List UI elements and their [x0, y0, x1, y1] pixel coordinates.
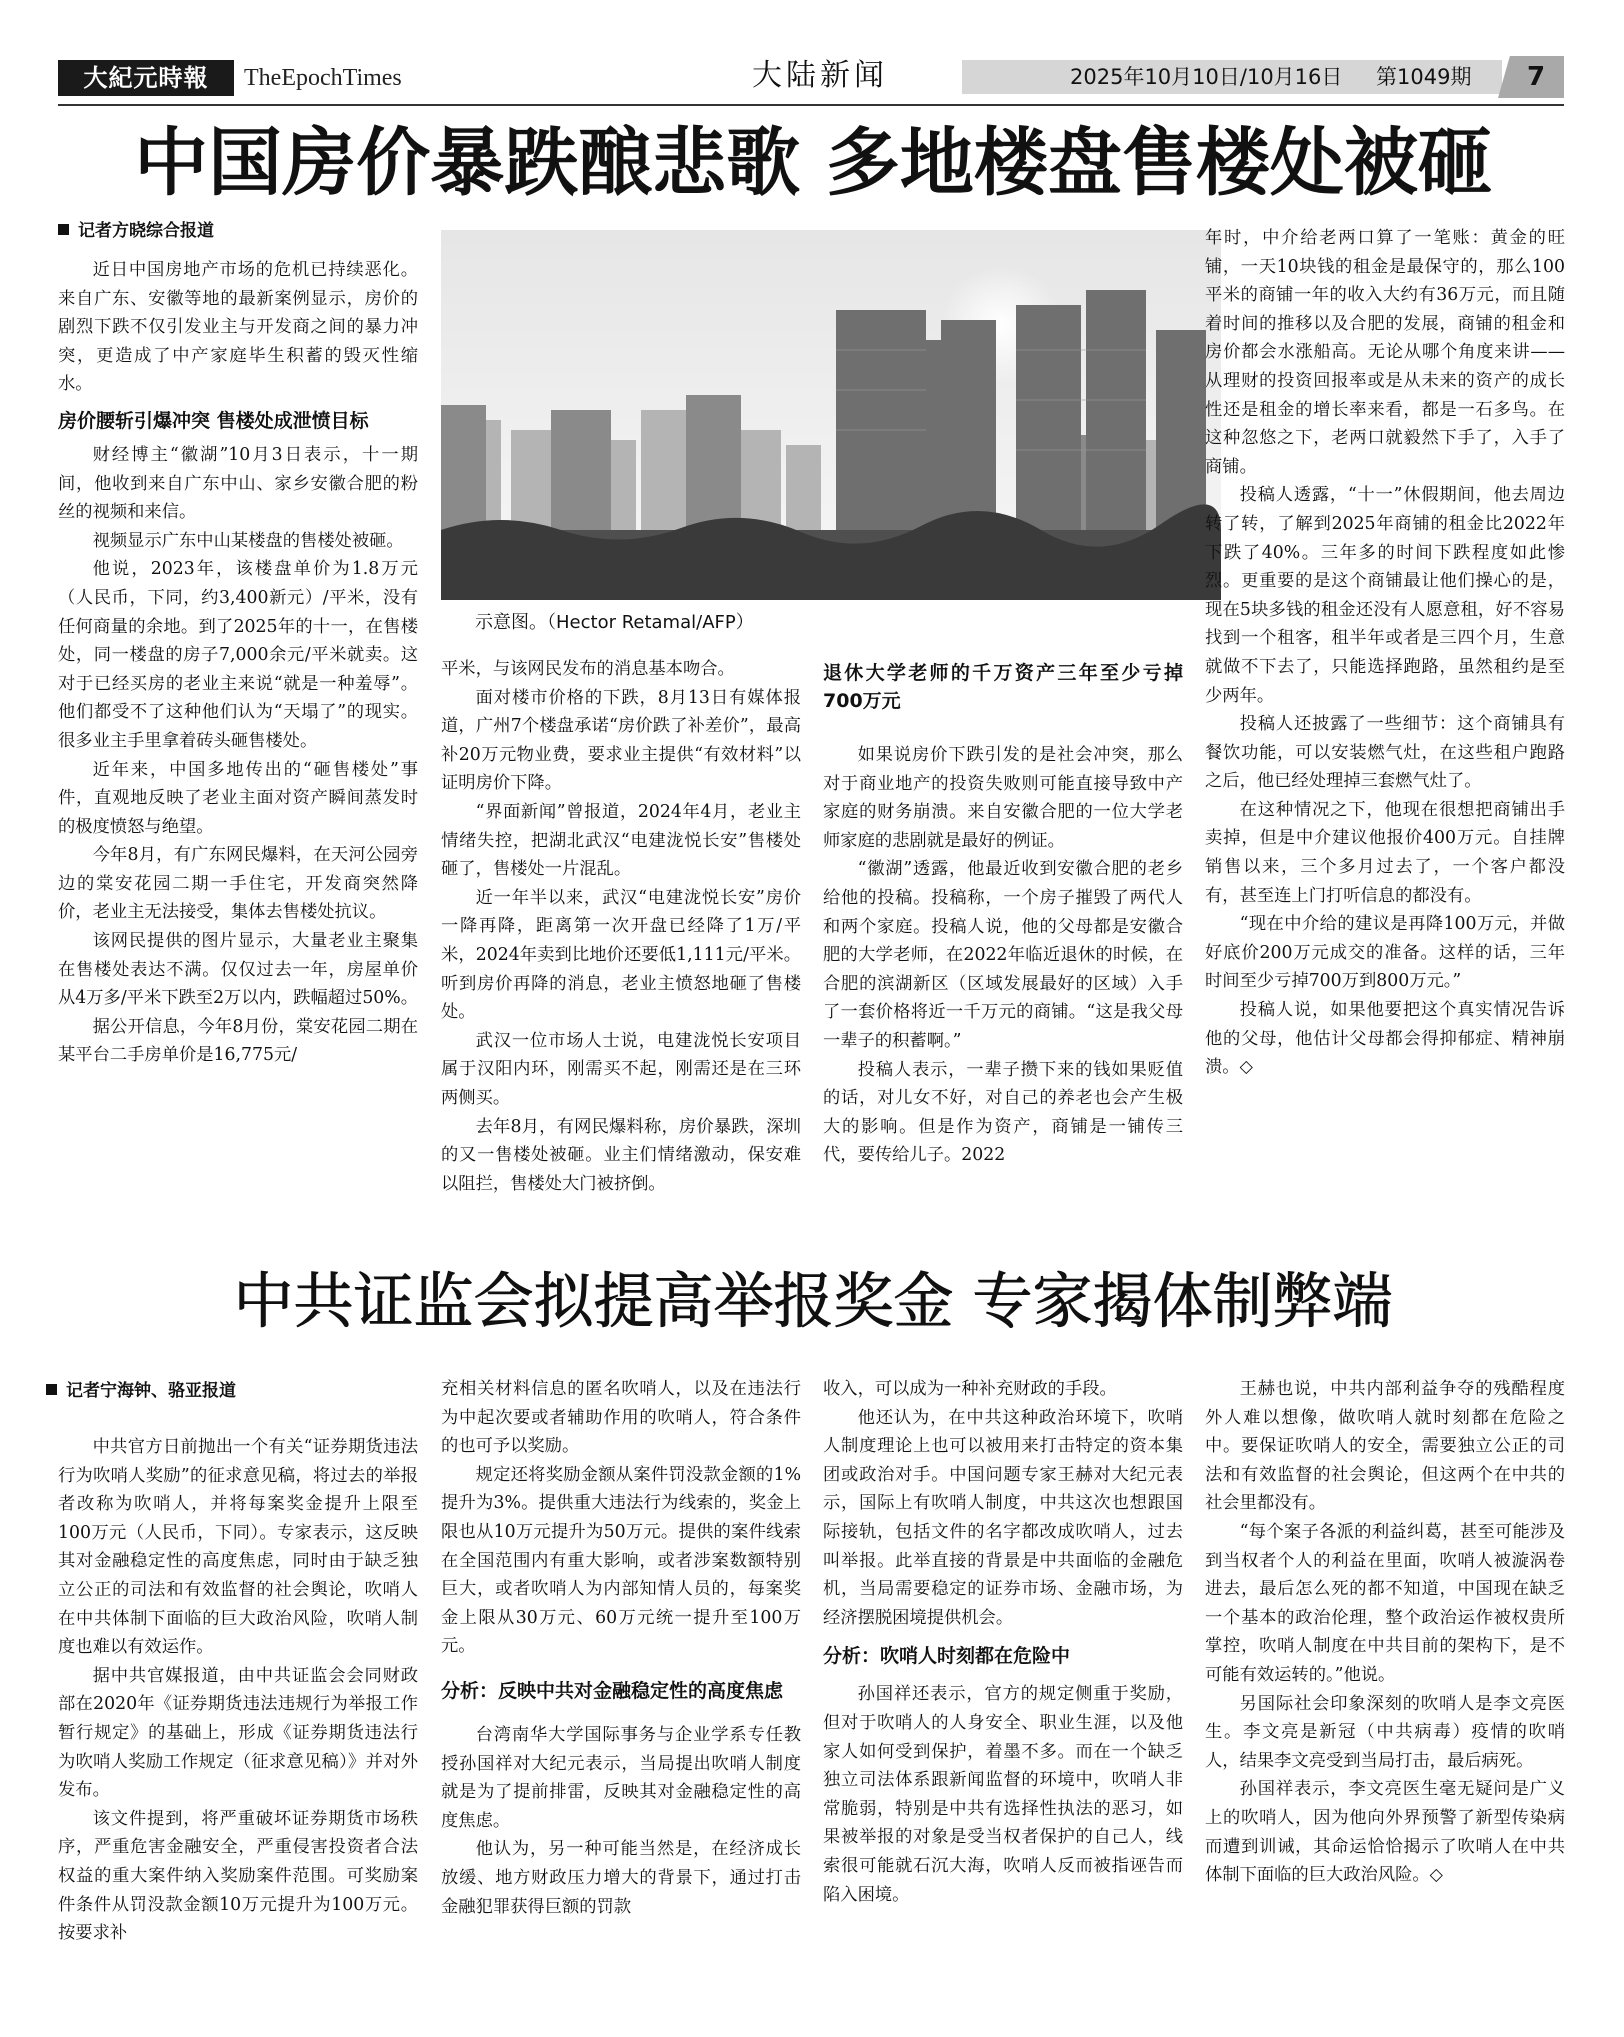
paragraph: 平米，与该网民发布的消息基本吻合。	[441, 659, 735, 679]
paragraph: 今年8月，有广东网民爆料，在天河公园旁边的棠安花园二期一手住宅，开发商突然降价，老业主无法接受，集体去售楼处抗议。	[58, 845, 418, 923]
paragraph: 该网民提供的图片显示，大量老业主聚集在售楼处表达不满。仅仅过去一年，房屋单价从4万多/平米下跌至2万以内，跌幅超过50%。	[58, 931, 419, 1009]
page-number: 7	[1526, 62, 1546, 92]
article2-subhead-2: 分析：吹哨人时刻都在危险中	[823, 1645, 1071, 1668]
article1-subhead-1: 房价腰斩引爆冲突 售楼处成泄愤目标	[58, 409, 369, 432]
article2-column-2	[441, 1375, 801, 1921]
photo-caption: 示意图。（Hector Retamal/AFP）	[475, 612, 754, 633]
article2-column-1	[58, 1433, 418, 1948]
article1-headline: 中国房价暴跌酿悲歌 多地楼盘售楼处被砸	[134, 120, 1492, 206]
paragraph: 他还认为，在中共这种政治环境下，吹哨人制度理论上也可以被用来打击特定的资本集团或政治对手。中国问题专家王赫对大纪元表示，国际上有吹哨人制度，中共这次也想跟国际接轨，包括文件的名字都改成吹哨人，过去叫举报。此举直接的背景是中共面临的金融危机，当局需要稳定的证券市场、金融市场，为经济摆脱困境提供机会。	[823, 1407, 1183, 1628]
paragraph: 孙国祥表示，李文亮医生毫无疑问是广义上的吹哨人，因为他向外界预警了新型传染病而遭到训诫，其命运恰恰揭示了吹哨人在中共体制下面临的巨大政治风险。◇	[1205, 1779, 1565, 1886]
paragraph: 近日中国房地产市场的危机已持续恶化。来自广东、安徽等地的最新案例显示，房价的剧烈下跌不仅引发业主与开发商之间的暴力冲突，更造成了中产家庭毕生积蓄的毁灭性缩水。	[58, 260, 418, 395]
article1-column-2	[441, 655, 801, 1198]
paragraph: 投稿人表示，一辈子攒下来的钱如果贬值的话，对儿女不好，对自己的养老也会产生极大的影响。但是作为资产，商铺是一铺传三代，要传给儿子。2022	[823, 1059, 1183, 1166]
paragraph: 中共官方日前抛出一个有关“证券期货违法行为吹哨人奖励”的征求意见稿，将过去的举报者改称为吹哨人，并将每案奖金提升上限至100万元（人民币，下同）。专家表示，这反映其对金融稳定性的高度焦虑，同时由于缺乏独立公正的司法和有效监督的社会舆论，吹哨人在中共体制下面临的巨大政治风险，吹哨人制度也难以有效运作。	[58, 1437, 418, 1658]
masthead-english-title: TheEpochTimes	[244, 65, 402, 91]
paragraph: 近年来，中国多地传出的“砸售楼处”事件，直观地反映了老业主面对资产瞬间蒸发时的极度愤怒与绝望。	[58, 759, 418, 837]
paragraph: 视频显示广东中山某楼盘的售楼处被砸。	[92, 530, 404, 551]
issue-number: 第1049期	[1376, 65, 1472, 89]
paragraph: 规定还将奖励金额从案件罚没款金额的1%提升为3%。提供重大违法行为线索的，奖金上限也从10万元提升为50万元。提供的案件线索在全国范围内有重大影响，或者涉案数额特别巨大，或者吹哨人为内部知情人员的，每案奖金上限从30万元、60万元统一提升至100万元。	[441, 1464, 801, 1657]
paragraph: 收入，可以成为一种补充财政的手段。	[823, 1379, 1117, 1399]
paragraph: 近一年半以来，武汉“电建泷悦长安”房价一降再降，距离第一次开盘已经降了1万/平米，2024年卖到比地价还要低1,111元/平米。听到房价再降的消息，老业主愤怒地砸了售楼处。	[441, 887, 801, 1023]
paragraph: 王赫也说，中共内部利益争夺的残酷程度外人难以想像，做吹哨人就时刻都在危险之中。要保证吹哨人的安全，需要独立公正的司法和有效监督的社会舆论，但这两个在中共的社会里都没有。	[1205, 1379, 1565, 1514]
masthead-logo: 大紀元時報	[58, 60, 234, 96]
paragraph: “界面新闻”曾报道，2024年4月，老业主情绪失控，把湖北武汉“电建泷悦长安”售楼处砸了，售楼处一片混乱。	[441, 801, 801, 880]
paragraph: 他认为，另一种可能当然是，在经济成长放缓、地方财政压力增大的背景下，通过打击金融犯罪获得巨额的罚款	[441, 1839, 801, 1917]
paragraph: 据中共官媒报道，由中共证监会会同财政部在2020年《证券期货违法违规行为举报工作暂行规定》的基础上，形成《证券期货违法行为吹哨人奖励工作规定（征求意见稿）》并对外发布。	[58, 1665, 418, 1801]
header-rule	[58, 104, 1564, 106]
paragraph: 投稿人透露，“十一”休假期间，他去周边转了转，了解到2025年商铺的租金比2022年下跌了40%。三年多的时间下跌程度如此惨烈。更重要的是这个商铺最让他们操心的是，现在5块多钱的租金还没有人愿意租，好不容易找到一个租客，租半年或者是三四个月，生意就做不下去了，只能选择跑路，虽然租约是至少两年。	[1205, 485, 1565, 706]
paragraph: “每个案子各派的利益纠葛，甚至可能涉及到当权者个人的利益在里面，吹哨人被漩涡卷进去，最后怎么死的都不知道，中国现在缺乏一个基本的政治伦理，整个政治运作被权贵所掌控，吹哨人制度在中共目前的架构下，是不可能有效运转的。”他说。	[1205, 1521, 1565, 1685]
paragraph: 财经博主“徽湖”10月3日表示，十一期间，他收到来自广东中山、家乡安徽合肥的粉丝的视频和来信。	[58, 444, 418, 523]
paragraph: “徽湖”透露，他最近收到安徽合肥的老乡给他的投稿。投稿称，一个房子摧毁了两代人和两个家庭。投稿人说，他的父母都是安徽合肥的大学老师，在2022年临近退休的时候，在合肥的滨湖新区（区域发展最好的区域）入手了一套价格将近一千万元的商铺。“这是我父母一辈子的积蓄啊。”	[823, 859, 1183, 1051]
article2-headline: 中共证监会拟提高举报奖金 专家揭体制弊端	[233, 1267, 1393, 1337]
article1-column-4	[1205, 224, 1565, 1082]
article1-column-3	[823, 655, 1183, 1170]
paragraph: 投稿人说，如果他要把这个真实情况告诉他的父母，他估计父母都会得抑郁症、精神崩溃。◇	[1205, 1000, 1565, 1078]
paragraph: 投稿人还披露了一些细节：这个商铺具有餐饮功能，可以安装燃气灶，在这些租户跑路之后，他已经处理掉三套燃气灶了。	[1205, 714, 1565, 792]
paragraph: 台湾南华大学国际事务与企业学系专任教授孙国祥对大纪元表示，当局提出吹哨人制度就是为了提前排雷，反映其对金融稳定性的高度焦虑。	[441, 1724, 801, 1831]
paragraph: “现在中介给的建议是再降100万元，并做好底价200万元成交的准备。这样的话，三年时间至少亏掉700万到800万元。”	[1205, 914, 1565, 992]
paragraph: 他说，2023年，该楼盘单价为1.8万元（人民币，下同，约3,400新元）/平米，没有任何商量的余地。到了2025年的十一，在售楼处，同一楼盘的房子7,000余元/平米就卖。这对于已经买房的老业主来说“就是一种羞辱”。他们都受不了这种他们认为“天塌了”的现实。很多业主手里拿着砖头砸售楼处。	[58, 559, 418, 751]
article2-column-3	[823, 1375, 1183, 1909]
paragraph: 如果说房价下跌引发的是社会冲突，那么对于商业地产的投资失败则可能直接导致中产家庭的财务崩溃。来自安徽合肥的一位大学老师家庭的悲剧就是最好的例证。	[823, 745, 1183, 851]
paragraph: 面对楼市价格的下跌，8月13日有媒体报道，广州7个楼盘承诺“房价跌了补差价”，最高补20万元物业费，要求业主提供“有效材料”以证明房价下降。	[441, 687, 801, 794]
paragraph: 该文件提到，将严重破坏证券期货市场秩序，严重危害金融安全，严重侵害投资者合法权益的重大案件纳入奖励案件范围。可奖励案件条件从罚没款金额10万元提升为100万元。按要求补	[58, 1808, 418, 1944]
article2-subhead-1: 分析：反映中共对金融稳定性的高度焦虑	[441, 1679, 784, 1702]
paragraph: 孙国祥还表示，官方的规定侧重于奖励，但对于吹哨人的人身安全、职业生涯，以及他家人如何受到保护，着墨不多。而在一个缺乏独立司法体系跟新闻监督的环境中，吹哨人非常脆弱，特别是中共有选择性执法的恶习，如果被举报的对象是受当权者保护的自己人，线索很可能就石沉大海，吹哨人反而被指诬告而陷入困境。	[823, 1684, 1183, 1905]
paragraph: 去年8月，有网民爆料称，房价暴跌，深圳的又一售楼处被砸。业主们情绪激动，保安难以阻拦，售楼处大门被挤倒。	[441, 1116, 801, 1194]
paragraph: 充相关材料信息的匿名吹哨人，以及在违法行为中起次要或者辅助作用的吹哨人，符合条件的也可予以奖励。	[441, 1379, 801, 1457]
paragraph: 年时，中介给老两口算了一笔账：黄金的旺铺，一天10块钱的租金是最保守的，那么100平米的商铺一年的收入大约有36万元，而且随着时间的推移以及合肥的发展，商铺的租金和房价都会水涨船高。无论从哪个角度来讲——从理财的投资回报率或是从未来的资产的成长性还是租金的增长率来看，都是一石多鸟。在这种忽悠之下，老两口就毅然下手了，入手了商铺。	[1205, 228, 1565, 477]
article1-column-1	[58, 256, 418, 1070]
section-title: 大陆新闻	[752, 58, 888, 93]
paragraph: 武汉一位市场人士说，电建泷悦长安项目属于汉阳内环，刚需买不起，刚需还是在三环两侧买。	[441, 1030, 801, 1108]
issue-date: 2025年10月10日/10月16日	[1070, 65, 1343, 89]
article1-subhead-2: 退休大学老师的千万资产三年至少亏掉700万元	[823, 662, 1183, 712]
paragraph: 在这种情况之下，他现在很想把商铺出手卖掉，但是中介建议他报价400万元。自挂牌销售以来，三个多月过去了，一个客户都没有，甚至连上门打听信息的都没有。	[1205, 799, 1565, 906]
article2-byline: 记者宁海钟、骆亚报道	[46, 1378, 236, 1404]
article2-column-4	[1205, 1375, 1565, 1890]
paragraph: 另国际社会印象深刻的吹哨人是李文亮医生。李文亮是新冠（中共病毒）疫情的吹哨人，结果李文亮受到当局打击，最后病死。	[1205, 1693, 1565, 1771]
paragraph: 据公开信息，今年8月份，棠安花园二期在某平台二手房单价是16,775元/	[58, 1016, 418, 1066]
city-skyline-photo	[441, 230, 1221, 600]
article1-byline: 记者方晓综合报道	[58, 218, 214, 244]
